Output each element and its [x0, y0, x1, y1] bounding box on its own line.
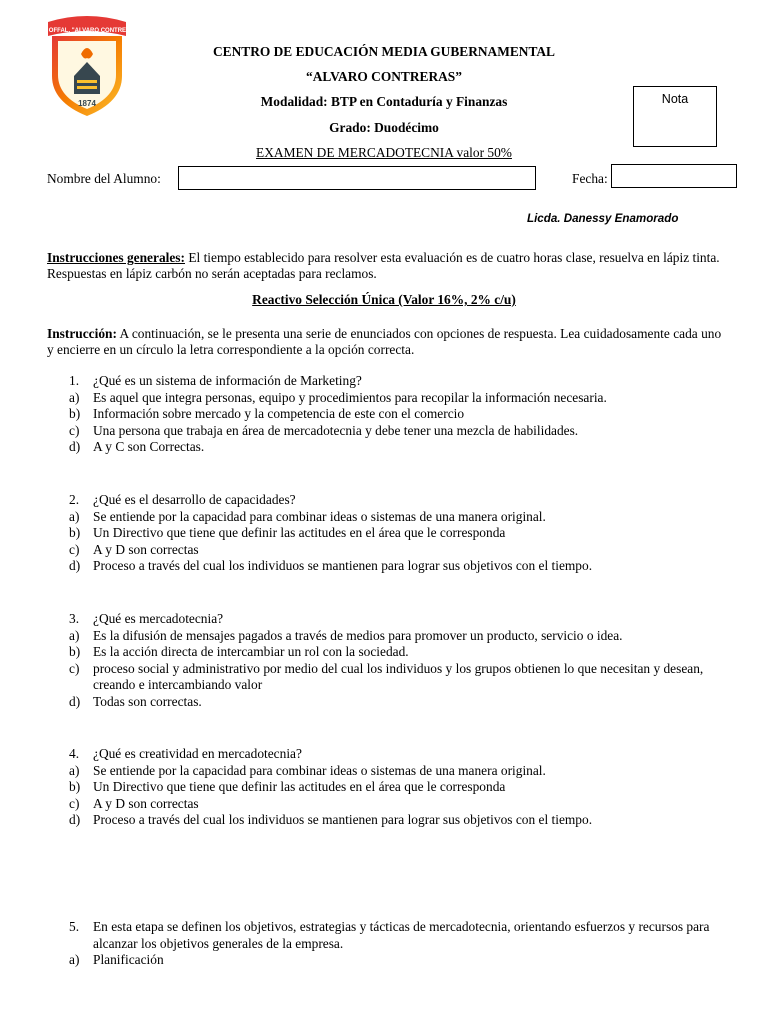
teacher-name: Licda. Danessy Enamorado	[527, 212, 679, 225]
option-letter[interactable]: a)	[69, 762, 80, 778]
option-text: Un Directivo que tiene que definir las actitudes en el área que le corresponda	[93, 525, 506, 541]
question-text: ¿Qué es el desarrollo de capacidades?	[93, 492, 296, 507]
option-c[interactable]	[47, 423, 727, 440]
grade-box-label: Nota	[661, 92, 689, 106]
option-b[interactable]	[47, 406, 727, 423]
option-text: Proceso a través del cual los individuos se mantienen para lograr sus objetivos con el tiempo.	[93, 558, 593, 574]
option-text: Una persona que trabaja en área de mercadotecnia y debe tener una mezcla de habilidades.	[93, 422, 579, 438]
option-letter[interactable]: a)	[69, 627, 80, 643]
option-letter[interactable]: d)	[69, 693, 81, 709]
exam-title: EXAMEN DE MERCADOTECNIA valor 50%	[256, 145, 512, 160]
option-text: A y C son Correctas.	[93, 439, 205, 455]
general-instructions-text: El tiempo establecido para resolver esta evaluación es de cuatro horas clase, resuelva en lápiz tinta. Respuestas en lápiz carbón no serán aceptadas para reclamos.	[47, 250, 720, 281]
option-text: Se entiende por la capacidad para combinar ideas o sistemas de una manera original.	[93, 762, 546, 778]
option-letter[interactable]: a)	[69, 389, 80, 405]
option-text: A y D son correctas	[93, 541, 199, 557]
option-letter[interactable]: b)	[69, 779, 81, 795]
option-letter[interactable]: b)	[69, 525, 81, 541]
student-name-field[interactable]	[178, 166, 536, 190]
option-text: Es aquel que integra personas, equipo y procedimientos para recopilar la información necesaria.	[93, 389, 607, 405]
question-number: 2.	[69, 492, 80, 507]
option-letter[interactable]: d)	[69, 558, 81, 574]
option-a[interactable]	[47, 509, 727, 526]
instruction-text: A continuación, se le presenta una serie de enunciados con opciones de respuesta. Lea cuidadosamente cada uno y encierre en un círculo la letra correspondiente a la opción correcta.	[47, 326, 722, 357]
option-letter[interactable]: b)	[69, 644, 81, 660]
option-b[interactable]	[47, 779, 727, 796]
option-text: proceso social y administrativo por medio del cual los individuos y los grupos obtienen lo que necesitan y desean, creando e intercambiando valor	[93, 660, 704, 693]
option-text: Planificación	[93, 952, 164, 968]
option-letter[interactable]: d)	[69, 439, 81, 455]
question-5	[47, 919, 727, 969]
option-c[interactable]	[47, 661, 727, 694]
grade: Grado: Duodécimo	[329, 120, 439, 135]
question-number: 3.	[69, 611, 80, 626]
option-a[interactable]	[47, 952, 727, 969]
question-number: 5.	[69, 919, 80, 934]
option-letter[interactable]: c)	[69, 660, 80, 676]
instruction	[47, 326, 727, 358]
grade-box[interactable]	[633, 86, 717, 147]
option-text: A y D son correctas	[93, 795, 199, 811]
school-center-name: CENTRO DE EDUCACIÓN MEDIA GUBERNAMENTAL	[213, 44, 555, 59]
modality: Modalidad: BTP en Contaduría y Finanzas	[260, 94, 508, 109]
option-letter[interactable]: b)	[69, 406, 81, 422]
option-c[interactable]	[47, 542, 727, 559]
option-d[interactable]	[47, 694, 727, 711]
option-d[interactable]	[47, 812, 727, 829]
question-number: 4.	[69, 746, 80, 761]
option-text: Información sobre mercado y la competencia de este con el comercio	[93, 406, 465, 422]
general-instructions-label: Instrucciones generales:	[47, 250, 185, 265]
instruction-label: Instrucción:	[47, 326, 117, 341]
option-c[interactable]	[47, 796, 727, 813]
option-text: Es la difusión de mensajes pagados a través de medios para promover un producto, servicio o idea.	[93, 627, 623, 643]
option-b[interactable]	[47, 644, 727, 661]
question-2	[47, 492, 727, 575]
option-text: Todas son correctas.	[93, 693, 202, 709]
option-letter[interactable]: c)	[69, 541, 80, 557]
option-a[interactable]	[47, 763, 727, 780]
question-text: ¿Qué es un sistema de información de Marketing?	[93, 373, 362, 388]
option-text: Un Directivo que tiene que definir las actitudes en el área que le corresponda	[93, 779, 506, 795]
question-text: ¿Qué es creatividad en mercadotecnia?	[93, 746, 302, 761]
option-a[interactable]	[47, 390, 727, 407]
question-text: ¿Qué es mercadotecnia?	[93, 611, 224, 626]
option-b[interactable]	[47, 525, 727, 542]
general-instructions	[47, 250, 727, 282]
option-text: Proceso a través del cual los individuos se mantienen para lograr sus objetivos con el tiempo.	[93, 812, 593, 828]
option-text: Se entiende por la capacidad para combinar ideas o sistemas de una manera original.	[93, 508, 546, 524]
logo-banner-text: INST. OFFAL. "ALVARO CONTRERAS"	[32, 28, 142, 34]
school-name: “ALVARO CONTRERAS”	[306, 69, 462, 84]
question-text: En esta etapa se definen los objetivos, estrategias y tácticas de mercadotecnia, orientando esfuerzos y recursos para alcanzar los objetivos generales de la empresa.	[93, 919, 710, 951]
option-letter[interactable]: c)	[69, 422, 80, 438]
question-number: 1.	[69, 373, 80, 388]
option-d[interactable]	[47, 558, 727, 575]
option-letter[interactable]: a)	[69, 952, 80, 968]
student-name-label: Nombre del Alumno:	[47, 171, 161, 186]
logo-year: 1874	[78, 99, 96, 108]
option-d[interactable]	[47, 439, 727, 456]
date-field[interactable]	[611, 164, 737, 188]
option-letter[interactable]: a)	[69, 508, 80, 524]
date-label: Fecha:	[572, 171, 608, 186]
question-3	[47, 611, 727, 711]
section-title: Reactivo Selección Única (Valor 16%, 2% c/u)	[252, 292, 516, 307]
school-logo	[32, 14, 142, 118]
question-1	[47, 373, 727, 456]
option-text: Es la acción directa de intercambiar un rol con la sociedad.	[93, 644, 409, 660]
option-a[interactable]	[47, 628, 727, 645]
option-letter[interactable]: d)	[69, 812, 81, 828]
question-4	[47, 746, 727, 829]
option-letter[interactable]: c)	[69, 795, 80, 811]
